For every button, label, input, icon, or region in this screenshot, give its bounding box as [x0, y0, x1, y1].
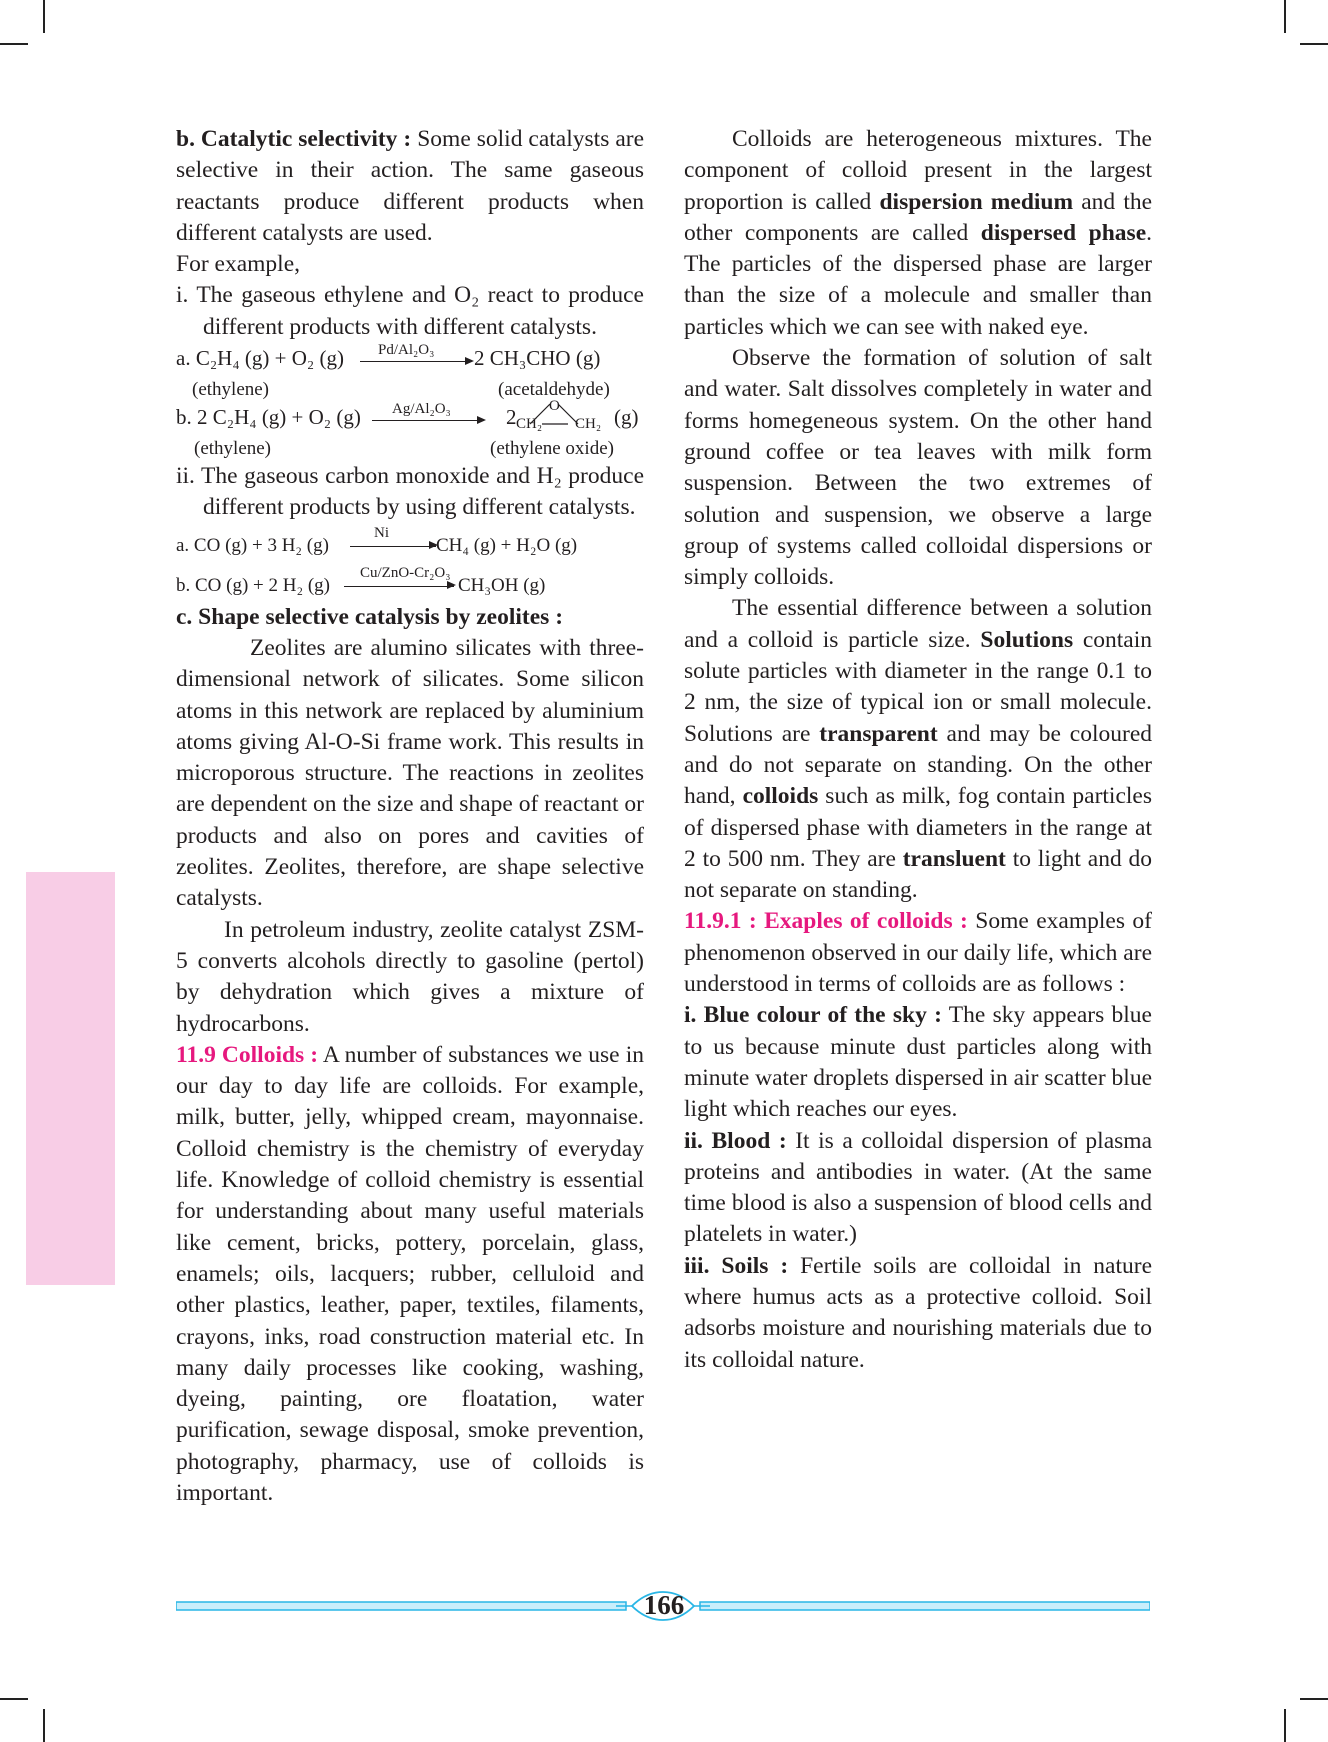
soils-para: [684, 1251, 1152, 1376]
eq-b-labels: [176, 433, 644, 461]
catalytic-selectivity-text: Some solid catalysts are selective in their action. The same gaseous reactants produce different products when different catalysts are used.: [176, 126, 645, 246]
left-column: [176, 124, 644, 1509]
item-i: i. The gaseous ethylene and O₂ react to produce different products with different catalysts.: [176, 282, 644, 340]
term-transluent: transluent: [902, 845, 1006, 872]
term-dispersion-medium: dispersion medium: [879, 188, 1074, 215]
particle-size-para: [684, 593, 1152, 906]
sky-heading: i. Blue colour of the sky :: [684, 1002, 942, 1029]
crop-mark: [1300, 1698, 1328, 1700]
crop-mark: [1284, 0, 1286, 33]
equation-a: [176, 343, 644, 374]
eq-d-lhs: b. CO (g) + 2 H₂ (g): [176, 574, 331, 596]
term-solutions: Solutions: [980, 626, 1074, 653]
salt-water-para: Observe the formation of solution of salt and water. Salt dissolves completely in water and forms homegeneous system. On the other hand ground coffee or tea leaves with milk form suspension. Between the two extremes of solution and suspension, we observe a large group of systems called colloidal dispersions or simply colloids.: [684, 345, 1152, 591]
text-run: and the other components are called: [684, 188, 1153, 246]
text-run: such as milk, fog contain particles of dispersed phase with diameters in the range at 2 to 500 nm. They are: [684, 783, 1152, 872]
term-colloids: colloids: [742, 783, 819, 810]
right-column: [684, 124, 1152, 1376]
margin-tab: [26, 872, 115, 1285]
sky-text: The sky appears blue to us because minute dust particles along with minute water droplets dispersed in air scatter blue light which reaches our eyes.: [684, 1002, 1152, 1123]
text-run: and may be coloured and do not separate on standing. On the other hand,: [684, 720, 1152, 810]
eq-a-lhs: a. C₂H₄ (g) + O₂ (g): [176, 346, 344, 371]
eq-b-lhs: b. 2 C₂H₄ (g) + O₂ (g): [176, 405, 361, 430]
equation-b: [176, 398, 644, 433]
soils-text: Fertile soils are colloidal in nature where humus acts as a protective colloid. Soil adsorbs moisture and nourishing materials due to its colloidal nature.: [684, 1252, 1153, 1373]
crop-mark: [43, 1709, 45, 1742]
equation-d: [176, 566, 644, 602]
colloid-definition-para: [684, 124, 1152, 343]
colloids-paragraph: [176, 1040, 644, 1509]
ring-ch2-left: CH₂: [516, 416, 543, 433]
eq-b-coef: 2: [506, 405, 517, 430]
eq-b-state: (g): [614, 405, 639, 430]
text-run: Colloids are heterogeneous mixtures. The component of colloid present in the largest proportion is called: [684, 126, 1152, 215]
eq-c-rhs: CH₄ (g) + H₂O (g): [436, 534, 578, 556]
crop-mark: [43, 0, 45, 33]
eq-c-lhs: a. CO (g) + 3 H₂ (g): [176, 534, 329, 556]
blood-text: It is a colloidal dispersion of plasma proteins and antibodies in water. (At the same time blood is also a suspension of blood cells and platelets in water.): [684, 1127, 1152, 1248]
term-dispersed-phase: dispersed phase: [980, 219, 1147, 246]
item-ii: ii. The gaseous carbon monoxide and H₂ produce different products by using different catalysts.: [176, 463, 644, 521]
eq-b-catalyst: Ag/Al₂O₃: [392, 401, 451, 418]
eq-b-label-left: (ethylene): [194, 438, 272, 460]
crop-mark: [1284, 1709, 1286, 1742]
sky-para: [684, 1000, 1152, 1125]
eq-a-label-right: (acetaldehyde): [498, 379, 610, 401]
zeolites-paragraph: Zeolites are alumino silicates with three-dimensional network of silicates. Some silicon atoms in this network are replaced by aluminium atoms giving Al-O-Si frame work. This results in microporous structure. The reactions in zeolites are dependent on the size and shape of reactant or products and also on pores and cavities of zeolites. Zeolites, therefore, are shape selective catalysts.: [176, 634, 644, 912]
reaction-arrow: [350, 546, 436, 547]
text-run: to light and do not separate on standing.: [684, 845, 1153, 904]
for-example: For example,: [176, 251, 300, 278]
ring-oxygen: O: [549, 398, 560, 415]
eq-a-rhs: 2 CH₃CHO (g): [474, 346, 601, 371]
ring-ch2-right: CH₂: [575, 416, 602, 433]
examples-text: Some examples of phenomenon observed in our daily life, which are understood in terms of colloids are as follows :: [684, 908, 1152, 998]
shape-selective-heading: c. Shape selective catalysis by zeolites :: [176, 603, 564, 630]
text-run: The essential difference between a solution and a colloid is particle size.: [684, 595, 1152, 653]
crop-mark: [0, 1698, 28, 1700]
eq-a-label-left: (ethylene): [192, 379, 270, 401]
eq-a-catalyst: Pd/Al₂O₃: [378, 342, 435, 359]
blood-para: [684, 1126, 1152, 1251]
petroleum-paragraph: In petroleum industry, zeolite catalyst ZSM-5 converts alcohols directly to gasoline (pertol) by dehydration which gives a mixture of hydrocarbons.: [176, 916, 644, 1037]
blood-heading: ii. Blood :: [684, 1127, 787, 1154]
catalytic-selectivity-heading: b. Catalytic selectivity :: [176, 126, 412, 152]
crop-mark: [0, 43, 28, 45]
examples-para: [684, 906, 1152, 1000]
colloids-heading: 11.9 Colloids :: [176, 1041, 319, 1068]
eq-c-catalyst: Ni: [374, 524, 389, 541]
eq-b-label-right: (ethylene oxide): [490, 438, 614, 460]
text-run: . The particles of the dispersed phase are larger than the size of a molecule and smaller than particles which we can see with naked eye.: [684, 219, 1152, 340]
crop-mark: [1300, 43, 1328, 45]
colloids-text: A number of substances we use in our day to day life are colloids. For example, milk, butter, jelly, whipped cream, mayonnaise. Colloid chemistry is the chemistry of everyday life. Knowledge of colloid chemistry is essential for understanding about many useful materials like cement, bricks, pottery, porcelain, glass, enamels; oils, lacquers; rubber, celluloid and other plastics, leather, paper, textiles, filaments, crayons, inks, road construction material etc. In many daily processes like cooking, washing, dyeing, painting, ore floatation, water purification, sewage disposal, smoke prevention, photography, pharmacy, use of colloids is important.: [176, 1041, 644, 1506]
soils-heading: iii. Soils :: [684, 1252, 789, 1279]
examples-heading: 11.9.1 : Exaples of colloids :: [684, 908, 968, 935]
catalytic-selectivity-para: [176, 124, 644, 249]
term-transparent: transparent: [819, 720, 938, 747]
page-number: 166: [643, 1590, 685, 1620]
eq-d-rhs: CH₃OH (g): [458, 574, 546, 596]
text-run: contain solute particles with diameter in the range 0.1 to 2 nm, the size of typical ion or small molecule. Solutions are: [684, 626, 1152, 747]
eq-d-catalyst: Cu/ZnO-Cr₂O₃: [360, 564, 451, 581]
